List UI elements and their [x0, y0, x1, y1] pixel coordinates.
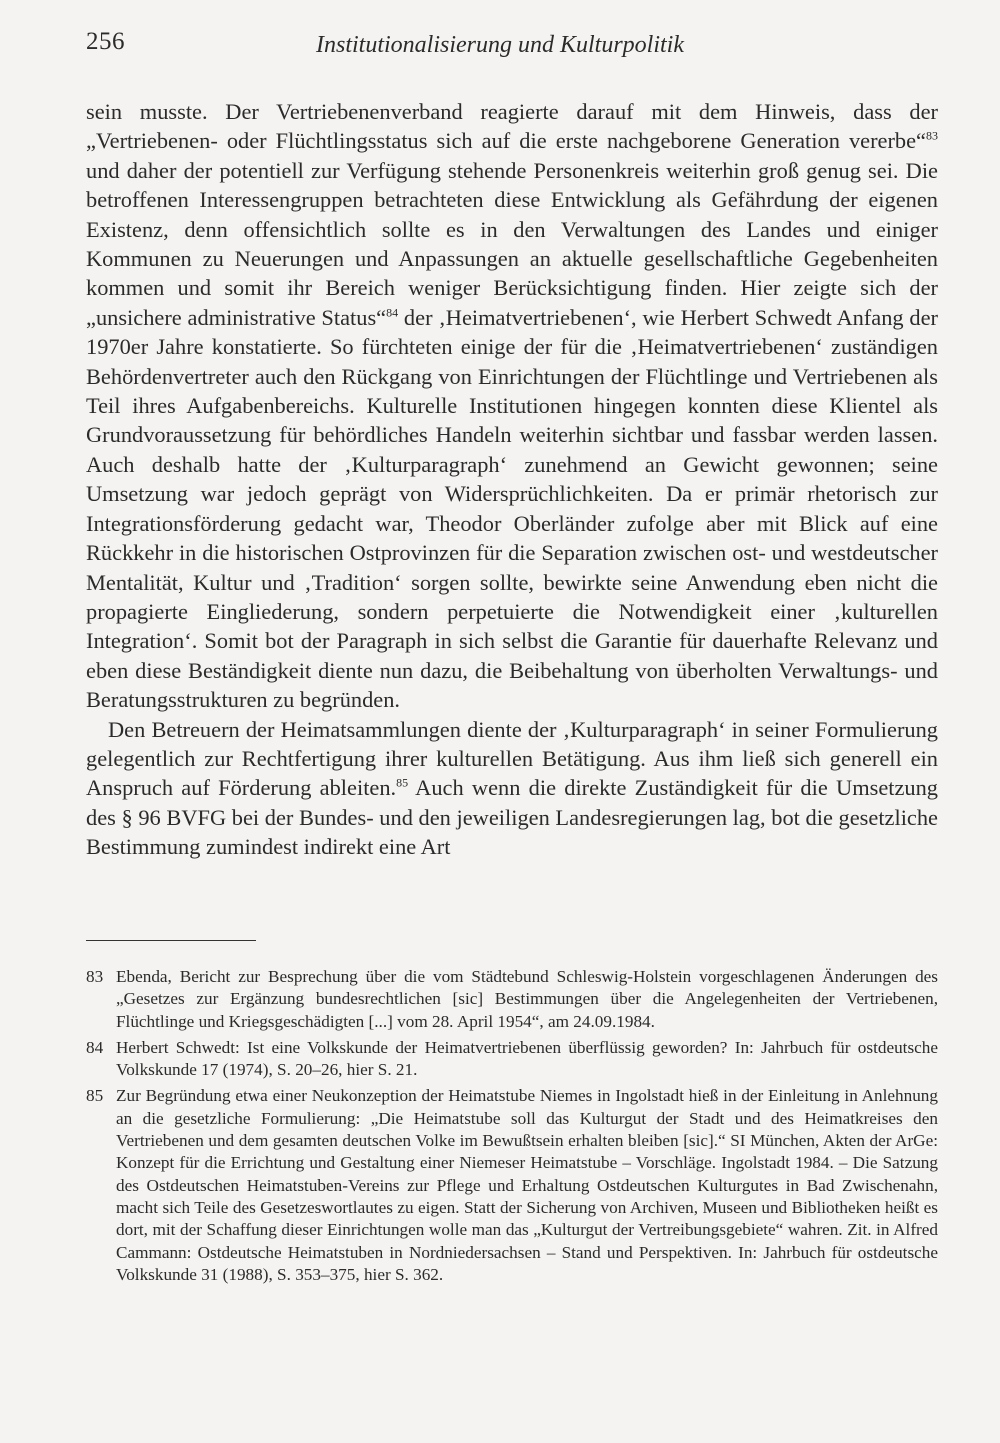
footnotes — [86, 966, 938, 1290]
footnote-divider — [86, 940, 256, 941]
paragraph-2-text-b: Auch wenn die direkte Zuständigkeit für die Umsetzung des § 96 BVFG bei der Bundes- und den jeweiligen Landesregierungen lag, bot die gesetzliche Bestimmung zumindest indirekt eine Art — [86, 775, 939, 860]
footnote-number: 83 — [86, 967, 104, 986]
footnote-text: Ebenda, Bericht zur Besprechung über die vom Städtebund Schleswig-Holstein vorgeschlagenen Änderungen des „Gesetzes zur Ergänzung bundesrechtlichen [sic] Bestimmungen über die Angelegenheiten der Vertriebenen, Flüchtlinge und Kriegsgeschädigten [...] vom 28. April 1954“, am 24.09.1984. — [116, 967, 938, 1031]
paragraph-1-text-b: und daher der potentiell zur Verfügung stehende Personenkreis weiterhin groß genug sei. Die betroffenen Interessengruppen betrachteten diese Entwicklung als Gefährdung der eigenen Existenz, denn offensichtlich sollte es in den Verwaltungen des Landes und einiger Kommunen zu Neuerungen und Anpassungen an aktuelle gesellschaftliche Gegebenheiten kommen und somit ihr Bereich weniger Berücksichtigung finden. Hier zeigte sich der „unsichere administrative Status“ — [86, 157, 938, 330]
running-title: Institutionalisierung und Kulturpolitik — [315, 32, 684, 58]
footnote-ref-85: 85 — [396, 775, 409, 790]
footnote-text: Zur Begründung etwa einer Neukonzeption der Heimatstube Niemes in Ingolstadt hieß in der Einleitung in Anlehnung an die gesetzliche Formulierung: „Die Heimatstube soll das Kulturgut der Stadt und des Heimatkreises den Vertriebenen und dem gesamten deutschen Volke im Bewußtsein erhalten bleiben [sic].“ SI München, Akten der ArGe: Konzept für die Errichtung und Gestaltung einer Niemeser Heimatstube – Vorschläge. Ingolstadt 1984. – Die Satzung des Ostdeutschen Heimatstuben-Vereins zur Pflege und Erhaltung Ostdeutschen Kulturgutes in Bad Zwischenahn, macht sich Teile des Gesetzeswortlautes zu eigen. Statt der Sicherung von Archiven, Museen und Bibliotheken heißt es dort, mit der Schaffung dieser Einrichtungen wolle man das „Kulturgut der Vertreibungsgebiete“ wahren. Zit. in Alfred Cammann: Ostdeutsche Heimatstuben in Nordniedersachsen – Stand und Perspektiven. In: Jahrbuch für ostdeutsche Volkskunde 31 (1988), S. 353–375, hier S. 362. — [116, 1086, 938, 1284]
paragraph-1-text-a: sein musste. Der Vertriebenenverband reagierte darauf mit dem Hinweis, dass der „Vertriebenen- oder Flüchtlingsstatus sich auf die erste nachgeborene Generation vererbe“ — [86, 99, 938, 154]
page-number: 256 — [86, 28, 125, 55]
footnote-number: 85 — [86, 1086, 104, 1106]
footnote-text: Herbert Schwedt: Ist eine Volkskunde der Heimatvertriebenen überflüssig geworden? In: Jahrbuch für ostdeutsche Volkskunde 17 (1974), S. 20–26, hier S. 21. — [116, 1037, 938, 1080]
paragraph-2-text-a: Den Betreuern der Heimatsammlungen diente der ‚Kulturparagraph‘ in seiner Formulierung gelegentlich zur Rechtfertigung ihrer kulturellen Betätigung. Aus ihm ließ sich generell ein Anspruch auf Förderung ableiten. — [86, 716, 938, 801]
footnote-ref-83: 83 — [926, 128, 938, 143]
paragraph-1 — [86, 97, 938, 715]
footnote-85 — [86, 1085, 938, 1286]
page-header — [86, 28, 914, 64]
paragraph-2 — [86, 715, 938, 862]
paragraph-1-text-c: der ‚Heimatvertriebenen‘, wie Herbert Schwedt Anfang der 1970er Jahre konstatierte. So fürchteten einige der für die ‚Heimatvertriebenen‘ zuständigen Behördenvertreter auch den Rückgang von Einrichtungen der Flüchtlinge und Vertriebenen als Teil ihres Aufgabenbereichs. Kulturelle Institutionen hingegen konnten diese Klientel als Grundvoraussetzung für behördliches Handeln weiterhin sichtbar und fassbar werden lassen. Auch deshalb hatte der ‚Kulturparagraph‘ zunehmend an Gewicht gewonnen; seine Umsetzung war jedoch geprägt von Widersprüchlichkeiten. Da er primär rhetorisch zur Integrationsförderung gedacht war, Theodor Oberländer zufolge aber mit Blick auf eine Rückkehr in die historischen Ostprovinzen für die Separation zwischen ost- und westdeutscher Mentalität, Kultur und ‚Tradition‘ sorgen sollte, bewirkte seine Anwendung eben nicht die propagierte Eingliederung, sondern perpetuierte die Notwendigkeit einer ‚kulturellen Integration‘. Somit bot der Paragraph in sich selbst die Garantie für dauerhafte Relevanz und eben diese Beständigkeit diente nun dazu, die Beibehaltung von überholten Verwaltungs- und Beratungsstrukturen zu begründen. — [86, 304, 938, 713]
footnote-83 — [86, 966, 938, 1033]
footnote-ref-84: 84 — [386, 305, 399, 320]
footnote-84 — [86, 1037, 938, 1082]
footnote-number: 84 — [86, 1037, 104, 1057]
main-text — [86, 97, 938, 862]
